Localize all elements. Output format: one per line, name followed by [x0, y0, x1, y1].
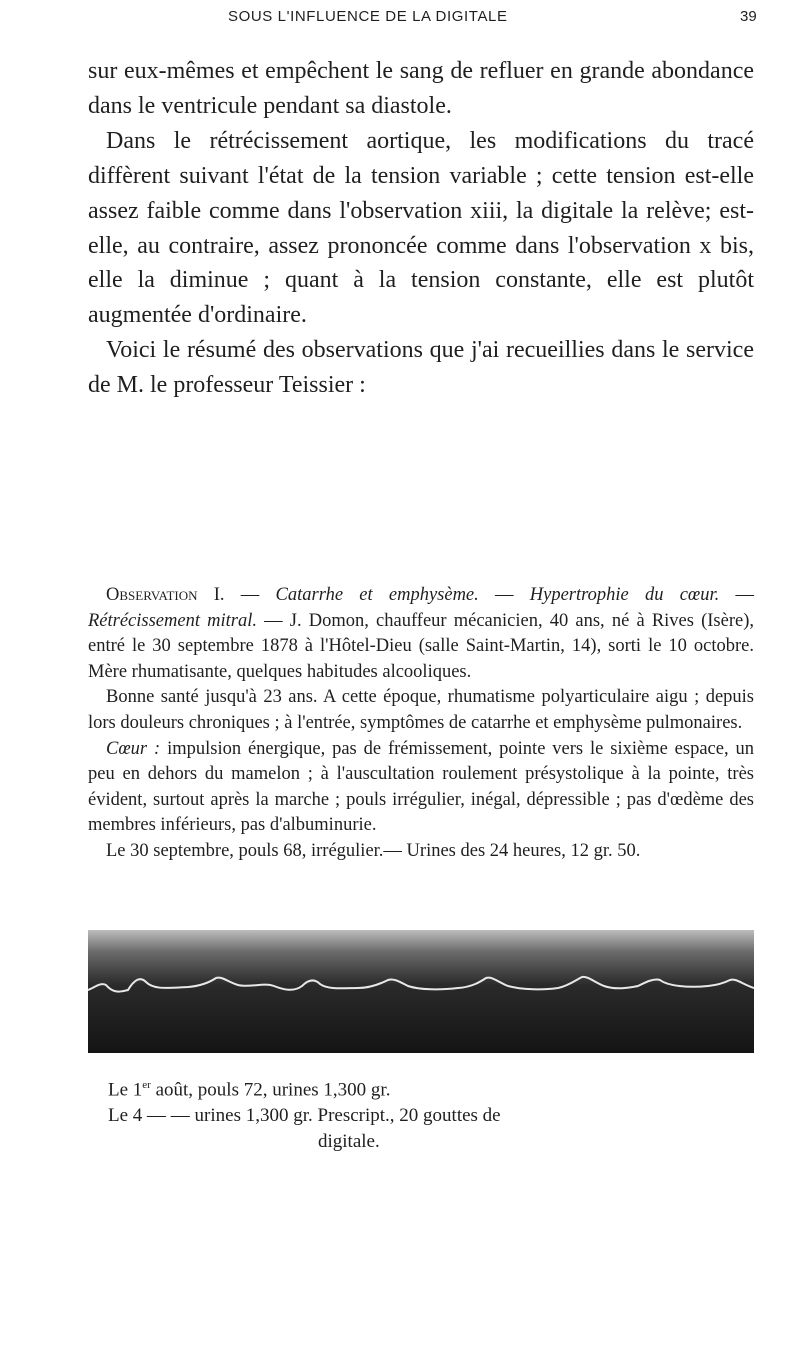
heart-findings: impulsion énergique, pas de frémissement, pointe vers le sixième espace, un peu en dehors du mamelon ; à l'auscultation roulement présystolique à la pointe, très évident, surtout après la marche ; pouls irrégulier, inégal, dépressible ; pas d'œdème des membres inférieurs, pas d'albuminurie.: [88, 738, 754, 836]
observation-date-entry: Le 30 septembre, pouls 68, irrégulier.— Urines des 24 heures, 12 gr. 50.: [106, 840, 641, 861]
observation-intro: [88, 583, 754, 685]
dash: —: [224, 585, 276, 605]
caption-line-3: digitale.: [318, 1131, 380, 1153]
caption-line-2: Le 4 — — urines 1,300 gr. Prescript., 20 gouttes de: [108, 1105, 501, 1127]
paragraph-3: Voici le résumé des observations que j'ai recueillies dans le service de M. le professeur Teissier :: [88, 337, 754, 399]
dash: —: [719, 585, 755, 605]
heart-label: Cœur :: [106, 738, 161, 759]
diagnosis-3: Rétrécissement mitral.: [88, 610, 257, 631]
observation-block: [88, 583, 754, 865]
observation-heart: [88, 737, 754, 839]
patient-details: — J. Domon, chauffeur mécanicien, 40 ans, né à Rives (Isère), entré le 30 septembre 1878 à l'Hôtel-Dieu (salle Saint-Martin, 14), sorti le 10 octobre. Mère rhumatisante, quelques habitudes alcooliques.: [88, 610, 754, 682]
observation-history: Bonne santé jusqu'à 23 ans. A cette époque, rhumatisme polyarticulaire aigu ; depuis lors douleurs chroniques ; à l'entrée, symptômes de catarrhe et emphysème pulmonaires.: [88, 687, 754, 733]
paragraph-2: Dans le rétrécissement aortique, les modifications du tracé diffèrent suivant l'état de la tension variable ; cette tension est-elle assez faible comme dans l'observation xiii, la digitale la relève; est-elle, au contraire, assez prononcée comme dans l'observation x bis, elle la diminue ; quant à la tension constante, elle est plutôt augmentée d'ordinaire.: [88, 127, 754, 329]
caption-superscript: er: [142, 1079, 151, 1091]
pulse-waveform: [88, 930, 754, 1053]
dash: —: [478, 585, 530, 605]
caption-text: Le 1: [108, 1079, 143, 1101]
page-number: 39: [740, 8, 757, 25]
main-text: [88, 54, 754, 403]
page-header: [0, 8, 800, 30]
diagnosis-2: Hypertrophie du cœur.: [529, 585, 720, 605]
pulse-wave-line: [88, 977, 754, 992]
diagnosis-1: Catarrhe et emphysème.: [275, 585, 479, 605]
paragraph-1: sur eux-mêmes et empêchent le sang de refluer en grande abondance dans le ventricule pendant sa diastole.: [88, 58, 754, 119]
caption-line-1: [108, 1072, 728, 1103]
pulse-tracing-figure: [88, 930, 754, 1053]
observation-heading: Observation I.: [106, 585, 225, 605]
caption-text: août, pouls 72, urines 1,300 gr.: [150, 1079, 391, 1101]
figure-caption: [108, 1072, 728, 1155]
running-head: SOUS L'INFLUENCE DE LA DIGITALE: [228, 8, 508, 25]
